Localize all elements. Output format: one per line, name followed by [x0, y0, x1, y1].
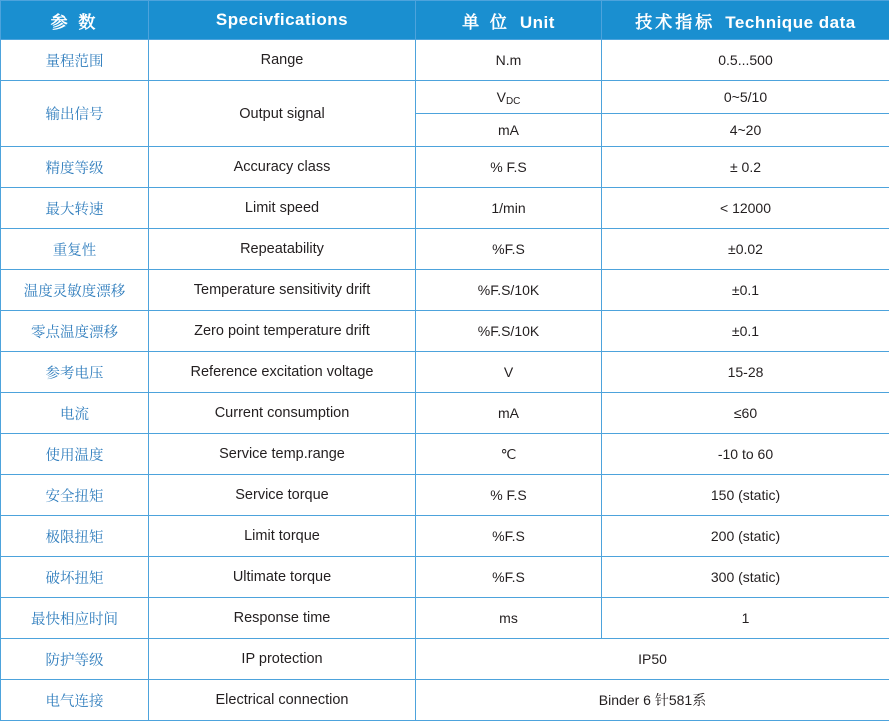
row-specification-en: Service torque [149, 475, 416, 516]
row-specification-en: Reference excitation voltage [149, 352, 416, 393]
row-parameter-cn: 温度灵敏度漂移 [1, 270, 149, 311]
row-specification-en: Ultimate torque [149, 557, 416, 598]
row-unit: %F.S/10K [416, 270, 602, 311]
row-unit: V [416, 352, 602, 393]
row-parameter-cn: 电流 [1, 393, 149, 434]
column-header-specifications-en: Specivfications [215, 10, 349, 29]
row-unit: mA [416, 393, 602, 434]
row-unit: %F.S/10K [416, 311, 602, 352]
table-row [1, 188, 889, 229]
table-row [1, 352, 889, 393]
table-row [1, 598, 889, 639]
row-parameter-cn: 使用温度 [1, 434, 149, 475]
row-technique-data: -10 to 60 [602, 434, 889, 475]
row-parameter-cn: 防护等级 [1, 639, 149, 680]
row-unit: ℃ [416, 434, 602, 475]
row-parameter-cn: 零点温度漂移 [1, 311, 149, 352]
table-row [1, 40, 889, 81]
row-technique-data: 300 (static) [602, 557, 889, 598]
row-parameter-cn: 极限扭矩 [1, 516, 149, 557]
row-specification-en: Current consumption [149, 393, 416, 434]
table-row [1, 639, 889, 680]
column-header-unit-en: Unit [519, 12, 555, 32]
row-technique-data: 0.5...500 [602, 40, 889, 81]
row-technique-data: ≤60 [602, 393, 889, 434]
row-technique-data: 0~5/10 [602, 81, 889, 114]
row-specification-en: Limit speed [149, 188, 416, 229]
table-row [1, 434, 889, 475]
row-technique-data: ± 0.2 [602, 147, 889, 188]
row-specification-en: Response time [149, 598, 416, 639]
column-header-technique-data [602, 1, 889, 40]
column-header-unit-cn: 单 位 [462, 12, 510, 32]
row-technique-data: 15-28 [602, 352, 889, 393]
row-unit: $V_{DC}$ [416, 81, 602, 114]
row-specification-en: Electrical connection [149, 680, 416, 721]
row-merged-value: IP50 [416, 639, 889, 680]
row-parameter-cn: 最快相应时间 [1, 598, 149, 639]
table-row [1, 311, 889, 352]
row-specification-en: Zero point temperature drift [149, 311, 416, 352]
column-header-technique-data-cn: 技术指标 [635, 12, 716, 32]
table-body [1, 40, 889, 721]
row-technique-data: ±0.1 [602, 270, 889, 311]
row-parameter-cn: 输出信号 [1, 81, 149, 147]
row-technique-data: 200 (static) [602, 516, 889, 557]
table-row [1, 147, 889, 188]
row-technique-data: 150 (static) [602, 475, 889, 516]
row-technique-data: ±0.1 [602, 311, 889, 352]
row-parameter-cn: 电气连接 [1, 680, 149, 721]
table-row [1, 680, 889, 721]
row-unit: %F.S [416, 229, 602, 270]
row-specification-en: Output signal [149, 81, 416, 147]
row-merged-value: Binder 6 针581系 [416, 680, 889, 721]
column-header-unit [416, 1, 602, 40]
row-unit: ms [416, 598, 602, 639]
row-specification-en: Accuracy class [149, 147, 416, 188]
row-parameter-cn: 量程范围 [1, 40, 149, 81]
table-row [1, 393, 889, 434]
row-unit: 1/min [416, 188, 602, 229]
row-specification-en: Limit torque [149, 516, 416, 557]
row-parameter-cn: 最大转速 [1, 188, 149, 229]
row-technique-data: < 12000 [602, 188, 889, 229]
row-parameter-cn: 参考电压 [1, 352, 149, 393]
row-unit: N.m [416, 40, 602, 81]
column-header-specifications [149, 1, 416, 40]
row-unit: % F.S [416, 147, 602, 188]
column-header-technique-data-en: Technique data [725, 12, 856, 32]
row-technique-data: 4~20 [602, 114, 889, 147]
row-unit: %F.S [416, 557, 602, 598]
table-row [1, 557, 889, 598]
row-specification-en: Service temp.range [149, 434, 416, 475]
row-parameter-cn: 破坏扭矩 [1, 557, 149, 598]
table-row [1, 516, 889, 557]
row-specification-en: Range [149, 40, 416, 81]
row-parameter-cn: 精度等级 [1, 147, 149, 188]
row-technique-data: ±0.02 [602, 229, 889, 270]
row-unit: %F.S [416, 516, 602, 557]
table-header-row [1, 1, 889, 40]
column-header-parameter [1, 1, 149, 40]
row-specification-en: Temperature sensitivity drift [149, 270, 416, 311]
row-technique-data: 1 [602, 598, 889, 639]
table-row [1, 229, 889, 270]
row-unit: mA [416, 114, 602, 147]
table-row [1, 270, 889, 311]
row-specification-en: Repeatability [149, 229, 416, 270]
row-parameter-cn: 重复性 [1, 229, 149, 270]
row-specification-en: IP protection [149, 639, 416, 680]
table-row [1, 475, 889, 516]
table-row [1, 81, 889, 114]
row-parameter-cn: 安全扭矩 [1, 475, 149, 516]
column-header-parameter-cn: 参 数 [50, 12, 99, 32]
row-unit: % F.S [416, 475, 602, 516]
